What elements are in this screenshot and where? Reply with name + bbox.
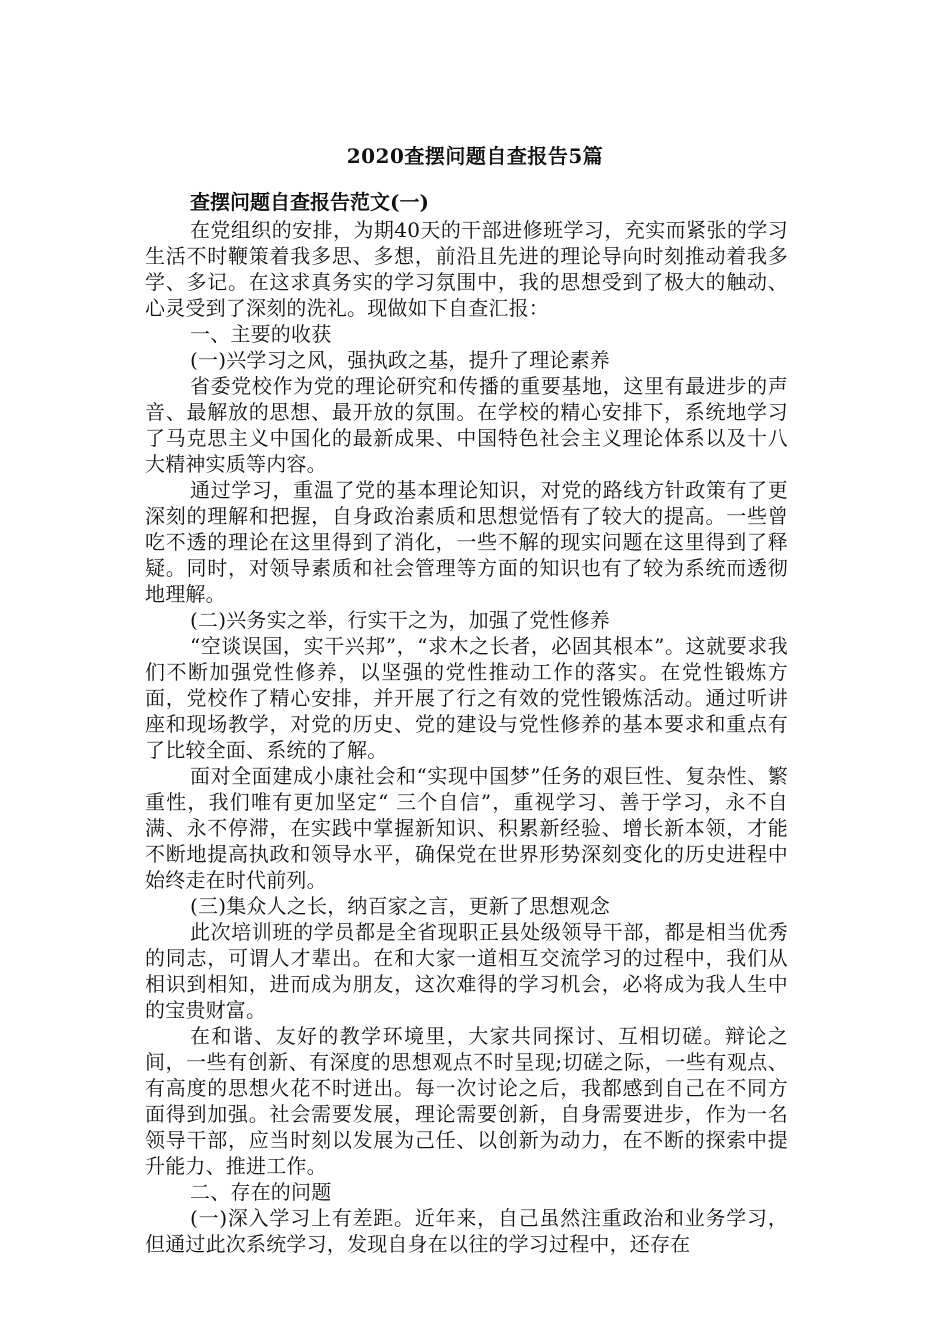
document-title: 2020查摆问题自查报告5篇	[346, 144, 604, 168]
paragraph-study-gap: (一)深入学习上有差距。近年来，自己虽然注重政治和业务学习，但通过此次系统学习，发现自身在以往的学习过程中，还存在	[145, 1206, 788, 1256]
document-body	[145, 189, 788, 1257]
subheading-study: (一)兴学习之风，强执政之基，提升了理论素养	[190, 348, 611, 372]
paragraph-party-spirit: “空谈误国，实干兴邦”，“求木之长者，必固其根本”。这就要求我们不断加强党性修养，以坚强的党性推动工作的落实。在党性锻炼方面，党校作了精心安排，并开展了行之有效的党性锻炼活动。通过听讲座和现场教学，对党的历史、党的建设与党性修养的基本要求和重点有了比较全面、系统的了解。	[145, 634, 788, 762]
paragraph-party-school: 省委党校作为党的理论研究和传播的重要基地，这里有最进步的声音、最解放的思想、最开放的氛围。在学校的精心安排下，系统地学习了马克思主义中国化的最新成果、中国特色社会主义理论体系以及十八大精神实质等内容。	[145, 374, 788, 476]
subheading-ideas: (三)集众人之长，纳百家之言，更新了思想观念	[190, 894, 611, 918]
paragraph-review-theory: 通过学习，重温了党的基本理论知识，对党的路线方针政策有了更深刻的理解和把握，自身政治素质和思想觉悟有了较大的提高。一些曾吃不透的理论在这里得到了消化，一些不解的现实问题在这里得到了释疑。同时，对领导素质和社会管理等方面的知识也有了较为系统而透彻地理解。	[145, 478, 788, 606]
paragraph-confidence: 面对全面建成小康社会和“实现中国梦”任务的艰巨性、复杂性、繁重性，我们唯有更加坚定“ 三个自信”，重视学习、善于学习，永不自满、永不停滞，在实践中掌握新知识、积累新经验、增长新本领，才能不断地提高执政和领导水平，确保党在世界形势深刻变化的历史进程中始终走在时代前列。	[145, 764, 788, 892]
paragraph-discussion: 在和谐、友好的教学环境里，大家共同探讨、互相切磋。辩论之间，一些有创新、有深度的思想观点不时呈现;切磋之际，一些有观点、有高度的思想火花不时迸出。每一次讨论之后，我都感到自己在不同方面得到加强。社会需要发展，理论需要创新，自身需要进步，作为一名领导干部，应当时刻以发展为己任、以创新为动力，在不断的探索中提升能力、推进工作。	[145, 1024, 788, 1178]
subheading-practice: (二)兴务实之举，行实干之为，加强了党性修养	[190, 608, 611, 632]
heading-main-gains: 一、主要的收获	[190, 322, 332, 346]
section-title: 查摆问题自查报告范文(一)	[190, 190, 429, 214]
paragraph-intro: 在党组织的安排，为期40天的干部进修班学习，充实而紧张的学习生活不时鞭策着我多思、多想，前沿且先进的理论导向时刻推动着我多学、多记。在这求真务实的学习氛围中，我的思想受到了极大的触动、心灵受到了深刻的洗礼。现做如下自查汇报：	[145, 218, 788, 320]
heading-problems: 二、存在的问题	[190, 1180, 332, 1204]
paragraph-classmates: 此次培训班的学员都是全省现职正县处级领导干部，都是相当优秀的同志，可谓人才辈出。在和大家一道相互交流学习的过程中，我们从相识到相知，进而成为朋友，这次难得的学习机会，必将成为我人生中的宝贵财富。	[145, 920, 788, 1022]
